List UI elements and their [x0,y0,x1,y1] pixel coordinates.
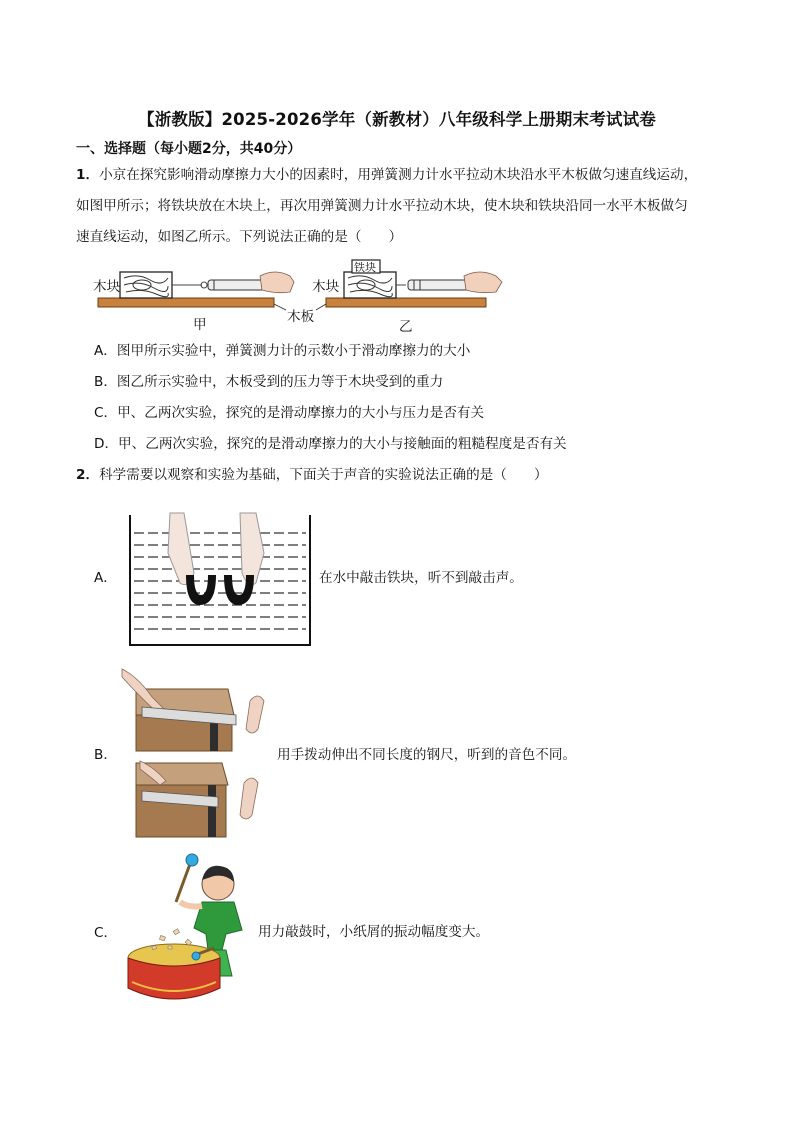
exam-title: 【浙教版】2025-2026学年（新教材）八年级科学上册期末考试试卷 [138,110,656,129]
q2-option-a-label[interactable]: A． [94,570,117,586]
q1-stem-line1: 1．小京在探究影响滑动摩擦力大小的因素时，用弹簧测力计水平拉动木块沿水平木板做匀速直线运动， [76,167,698,183]
water-tank-image [128,513,312,647]
label-board: 木板 [287,309,315,325]
q2-number: 2． [76,467,100,483]
drum-boy-image [122,850,254,1008]
q1-option-d[interactable]: D．甲、乙两次实验，探究的是滑动摩擦力的大小与接触面的粗糙程度是否有关 [94,436,567,452]
steel-ruler-image [118,667,283,839]
label-jia: 甲 [193,317,207,333]
q1-stem-line2: 如图甲所示；将铁块放在木块上，再次用弹簧测力计水平拉动木块，使木块和铁块沿同一水平木板做匀 [76,198,688,214]
q2-option-b-text: 用手拨动伸出不同长度的钢尺，听到的音色不同。 [277,747,577,763]
label-wood-block-left: 木块 [93,279,121,295]
label-iron-block: 铁块 [354,261,376,274]
label-wood-block-right: 木块 [312,279,340,295]
label-yi: 乙 [399,319,413,335]
q2-option-c-label[interactable]: C． [94,925,118,941]
q2-option-a-text: 在水中敲击铁块，听不到敲击声。 [319,570,523,586]
q2-option-b-label[interactable]: B． [94,747,117,763]
section-heading: 一、选择题（每小题2分，共40分） [76,141,302,157]
q1-option-b[interactable]: B．图乙所示实验中，木板受到的压力等于木块受到的重力 [94,374,444,390]
q2-option-c-text: 用力敲鼓时，小纸屑的振动幅度变大。 [258,924,490,940]
q1-number: 1． [76,167,100,183]
q2-stem: 2．科学需要以观察和实验为基础，下面关于声音的实验说法正确的是（ ） [76,467,548,483]
q1-option-a[interactable]: A．图甲所示实验中，弹簧测力计的示数小于滑动摩擦力的大小 [94,343,471,359]
q1-stem-line3: 速直线运动，如图乙所示。下列说法正确的是（ ） [76,229,403,245]
q1-option-c[interactable]: C．甲、乙两次实验，探究的是滑动摩擦力的大小与压力是否有关 [94,405,485,421]
